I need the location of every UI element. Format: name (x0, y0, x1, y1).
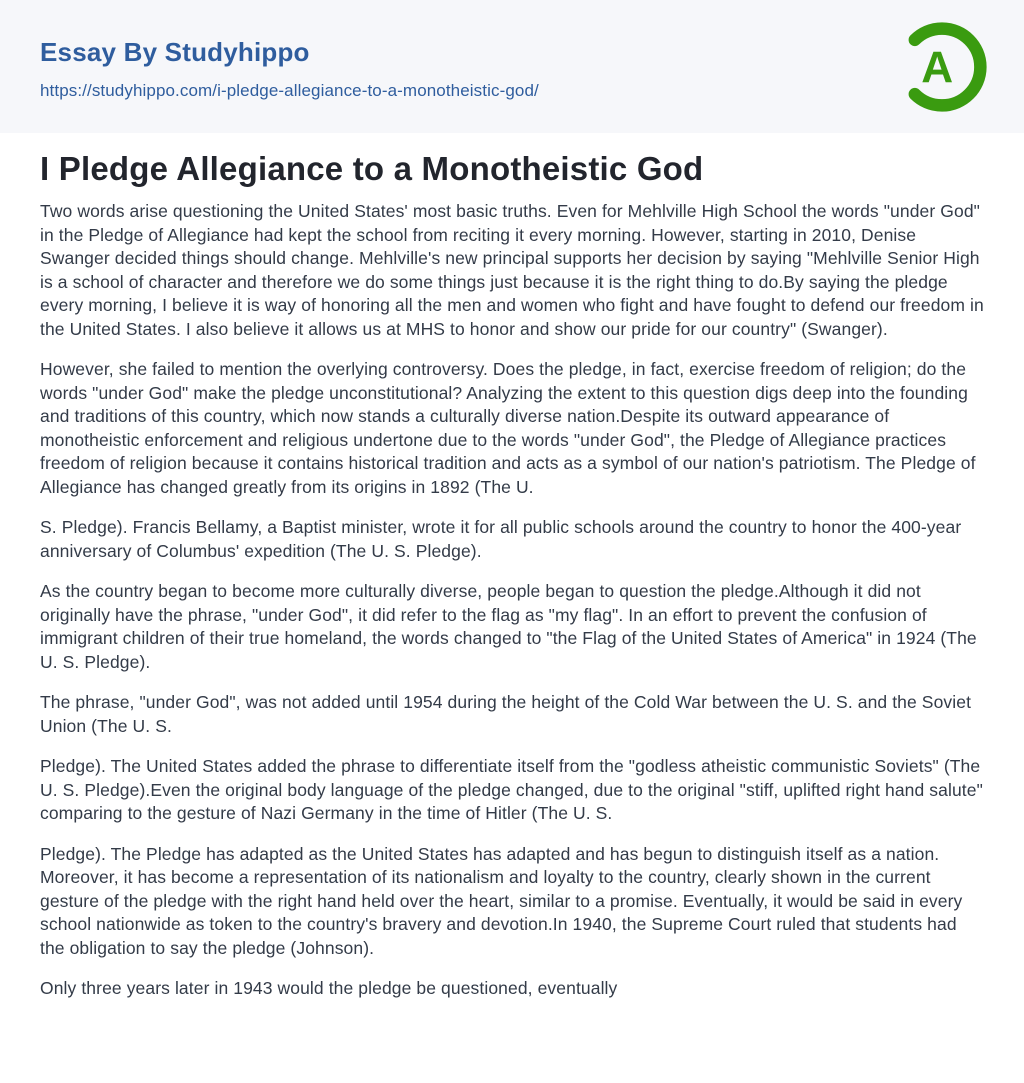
essay-paragraph: However, she failed to mention the overlying controversy. Does the pledge, in fact, exercise freedom of religion; do the words "under God" make the pledge unconstitutional? Analyzing the extent to this question digs deep into the founding and traditions of this country, which now stands a culturally diverse nation.Despite its outward appearance of monotheistic enforcement and religious undertone due to the words "under God", the Pledge of Allegiance practices freedom of religion because it contains historical tradition and acts as a symbol of our nation's patriotism. The Pledge of Allegiance has changed greatly from its origins in 1892 (The U. (40, 359, 976, 497)
logo-letter: A (921, 42, 954, 92)
studyhippo-logo (894, 19, 990, 115)
logo-arc-icon (894, 19, 990, 115)
essay-paragraph: As the country began to become more culturally diverse, people began to question the pledge.Although it did not originally have the phrase, "under God", it did refer to the flag as "my flag". In an effort to prevent the confusion of immigrant children of their true homeland, the words changed to "the Flag of the United States of America" in 1924 (The U. S. Pledge). (40, 581, 977, 672)
site-title: Essay By Studyhippo (40, 36, 310, 67)
source-url-link[interactable]: https://studyhippo.com/i-pledge-allegiance-to-a-monotheistic-god/ (40, 80, 539, 100)
header-text-block (40, 33, 539, 101)
essay-title: I Pledge Allegiance to a Monotheistic God (40, 150, 704, 187)
essay-content (0, 133, 1024, 1001)
essay-paragraph: Pledge). The United States added the phrase to differentiate itself from the "godless atheistic communistic Soviets" (The U. S. Pledge).Even the original body language of the pledge changed, due to the original "stiff, uplifted right hand salute" comparing to the gesture of Nazi Germany in the time of Hitler (The U. S. (40, 756, 983, 823)
essay-paragraph: The phrase, "under God", was not added until 1954 during the height of the Cold War between the U. S. and the Soviet Union (The U. S. (40, 692, 972, 736)
page-header (0, 0, 1024, 133)
essay-paragraph: Two words arise questioning the United States' most basic truths. Even for Mehlville High School the words "under God" in the Pledge of Allegiance had kept the school from reciting it every morning. However, starting in 2010, Denise Swanger decided things should change. Mehlville's new principal supports her decision by saying "Mehlville Senior High is a school of character and therefore we do some things just because it is the right thing to do.By saying the pledge every morning, I believe it is way of honoring all the men and women who fight and have fought to defend our freedom in the United States. I also believe it allows us at MHS to honor and show our pride for our country" (Swanger). (40, 201, 984, 339)
essay-paragraph: Pledge). The Pledge has adapted as the United States has adapted and has begun to distinguish itself as a nation. Moreover, it has become a representation of its nationalism and loyalty to the country, clearly shown in the current gesture of the pledge with the right hand held over the heart, similar to a promise. Eventually, it would be said in every school nationwide as token to the country's bravery and devotion.In 1940, the Supreme Court ruled that students had the obligation to say the pledge (Johnson). (40, 843, 963, 958)
essay-paragraph: S. Pledge). Francis Bellamy, a Baptist minister, wrote it for all public schools around the country to honor the 400-year anniversary of Columbus' expedition (The U. S. Pledge). (40, 517, 962, 561)
essay-paragraph: Only three years later in 1943 would the pledge be questioned, eventually (40, 978, 618, 998)
